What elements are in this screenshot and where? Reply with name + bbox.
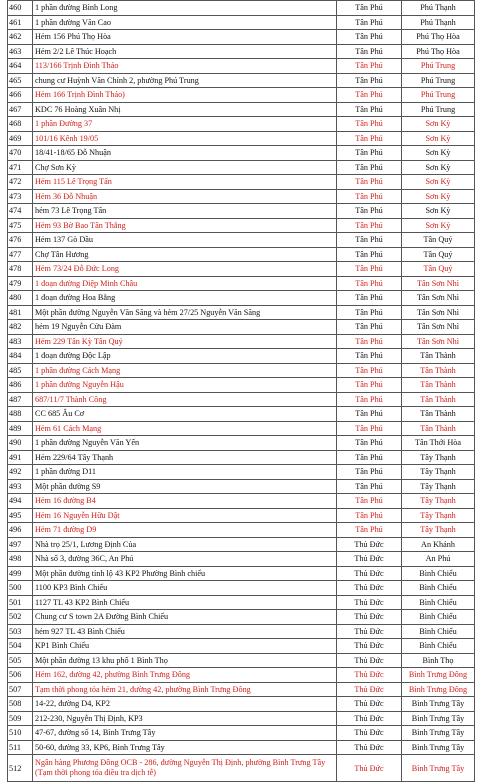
district-cell: Tân Phú: [337, 204, 402, 219]
row-number: 502: [8, 610, 33, 625]
ward-cell: Tân Thành: [402, 349, 475, 364]
address-cell: Hẻm 166 Trịnh Đình Thảo): [33, 88, 337, 103]
address-cell: Một phần đường 13 khu phố 1 Bình Thọ: [33, 653, 337, 668]
row-number: 495: [8, 508, 33, 523]
table-row: [8, 1, 475, 16]
district-cell: Thủ Đức: [337, 610, 402, 625]
district-cell: Tân Phú: [337, 421, 402, 436]
row-number: 489: [8, 421, 33, 436]
table-row: [8, 247, 475, 262]
ward-cell: Bình Thọ: [402, 653, 475, 668]
row-number: 506: [8, 668, 33, 683]
table-row: [8, 523, 475, 538]
district-cell: Thủ Đức: [337, 711, 402, 726]
row-number: 504: [8, 639, 33, 654]
row-number: 505: [8, 653, 33, 668]
row-number: 479: [8, 276, 33, 291]
district-cell: Tân Phú: [337, 465, 402, 480]
address-cell: KP1 Bình Chiểu: [33, 639, 337, 654]
ward-cell: Sơn Kỳ: [402, 117, 475, 132]
ward-cell: Tây Thạnh: [402, 450, 475, 465]
district-cell: Thủ Đức: [337, 755, 402, 782]
district-cell: Thủ Đức: [337, 552, 402, 567]
district-cell: Tân Phú: [337, 1, 402, 16]
row-number: 511: [8, 740, 33, 755]
table-row: [8, 668, 475, 683]
ward-cell: Bình Trưng Tây: [402, 755, 475, 782]
ward-cell: Tân Thành: [402, 363, 475, 378]
ward-cell: Sơn Kỳ: [402, 204, 475, 219]
ward-cell: Tây Thạnh: [402, 479, 475, 494]
ward-cell: Bình Trưng Tây: [402, 697, 475, 712]
table-row: [8, 711, 475, 726]
district-cell: Tân Phú: [337, 160, 402, 175]
district-cell: Tân Phú: [337, 30, 402, 45]
row-number: 471: [8, 160, 33, 175]
ward-cell: Tân Thành: [402, 421, 475, 436]
ward-cell: Phú Trung: [402, 73, 475, 88]
row-number: 498: [8, 552, 33, 567]
address-cell: Hẻm 16 Nguyễn Hữu Dật: [33, 508, 337, 523]
row-number: 484: [8, 349, 33, 364]
table-row: [8, 305, 475, 320]
table-row: [8, 697, 475, 712]
row-number: 476: [8, 233, 33, 248]
ward-cell: Sơn Kỳ: [402, 146, 475, 161]
table-row: [8, 465, 475, 480]
address-cell: Chợ Sơn Kỳ: [33, 160, 337, 175]
row-number: 493: [8, 479, 33, 494]
ward-cell: Bình Chiểu: [402, 595, 475, 610]
address-cell: Hẻm 71 đường D9: [33, 523, 337, 538]
row-number: 473: [8, 189, 33, 204]
ward-cell: Sơn Kỳ: [402, 218, 475, 233]
address-cell: 47-67, đường số 14, Bình Trưng Tây: [33, 726, 337, 741]
ward-cell: Sơn Kỳ: [402, 131, 475, 146]
address-cell: Hẻm 115 Lê Trọng Tấn: [33, 175, 337, 190]
row-number: 509: [8, 711, 33, 726]
address-cell: 1127 TL 43 KP2 Bình Chiểu: [33, 595, 337, 610]
row-number: 501: [8, 595, 33, 610]
address-cell: 1 đoạn đường Diệp Minh Châu: [33, 276, 337, 291]
table-row: [8, 378, 475, 393]
district-cell: Tân Phú: [337, 436, 402, 451]
table-row: [8, 436, 475, 451]
district-cell: Tân Phú: [337, 218, 402, 233]
address-cell: 1 phần đường Văn Cao: [33, 15, 337, 30]
table-row: [8, 421, 475, 436]
table-row: [8, 494, 475, 509]
ward-cell: Tân Sơn Nhì: [402, 305, 475, 320]
address-cell: 1100 KP3 Bình Chiểu: [33, 581, 337, 596]
address-cell: hẻm 927 TL 43 Bình Chiểu: [33, 624, 337, 639]
ward-cell: Bình Chiểu: [402, 624, 475, 639]
table-row: [8, 363, 475, 378]
district-cell: Thủ Đức: [337, 595, 402, 610]
ward-cell: Bình Trưng Tây: [402, 711, 475, 726]
district-cell: Tân Phú: [337, 508, 402, 523]
district-cell: Tân Phú: [337, 523, 402, 538]
address-cell: Chung cư S town 2A Đường Bình Chiểu: [33, 610, 337, 625]
address-cell: 113/166 Trịnh Đình Thảo: [33, 59, 337, 74]
district-cell: Tân Phú: [337, 233, 402, 248]
row-number: 510: [8, 726, 33, 741]
table-row: [8, 320, 475, 335]
ward-cell: Tây Thạnh: [402, 494, 475, 509]
ward-cell: Phú Thạnh: [402, 1, 475, 16]
row-number: 463: [8, 44, 33, 59]
ward-cell: Tân Quý: [402, 247, 475, 262]
district-cell: Thủ Đức: [337, 740, 402, 755]
address-cell: Hẻm 229/64 Tây Thạnh: [33, 450, 337, 465]
row-number: 474: [8, 204, 33, 219]
address-cell: 50-60, đường 33, KP6, Bình Trưng Tây: [33, 740, 337, 755]
address-cell: Hẻm 162, đường 42, phường Bình Trưng Đông: [33, 668, 337, 683]
district-cell: Tân Phú: [337, 276, 402, 291]
table-row: [8, 59, 475, 74]
row-number: 490: [8, 436, 33, 451]
table-row: [8, 15, 475, 30]
row-number: 478: [8, 262, 33, 277]
ward-cell: Sơn Kỳ: [402, 175, 475, 190]
ward-cell: Tân Sơn Nhì: [402, 291, 475, 306]
table-row: [8, 262, 475, 277]
table-row: [8, 88, 475, 103]
ward-cell: Bình Chiểu: [402, 581, 475, 596]
address-cell: Hẻm 36 Đỗ Nhuận: [33, 189, 337, 204]
row-number: 467: [8, 102, 33, 117]
ward-cell: Tây Thạnh: [402, 465, 475, 480]
address-cell: CC 685 Âu Cơ: [33, 407, 337, 422]
address-cell: hẻm 73 Lê Trọng Tấn: [33, 204, 337, 219]
row-number: 508: [8, 697, 33, 712]
address-cell: 18/41-18/65 Đỗ Nhuận: [33, 146, 337, 161]
row-number: 461: [8, 15, 33, 30]
district-cell: Tân Phú: [337, 407, 402, 422]
address-cell: Tạm thời phong tỏa hẻm 21, đường 42, phường Bình Trưng Đông: [33, 682, 337, 697]
row-number: 466: [8, 88, 33, 103]
row-number: 465: [8, 73, 33, 88]
row-number: 492: [8, 465, 33, 480]
address-cell: Hẻm 229 Tân Kỳ Tân Quý: [33, 334, 337, 349]
row-number: 487: [8, 392, 33, 407]
address-cell: 14-22, đường D4, KP2: [33, 697, 337, 712]
row-number: 507: [8, 682, 33, 697]
ward-cell: Bình Trưng Tây: [402, 740, 475, 755]
ward-cell: Phú Trung: [402, 88, 475, 103]
district-cell: Tân Phú: [337, 392, 402, 407]
address-cell: Nhà số 3, đường 36C, An Phú: [33, 552, 337, 567]
table-row: [8, 189, 475, 204]
ward-cell: Phú Trung: [402, 59, 475, 74]
row-number: 482: [8, 320, 33, 335]
ward-cell: An Phú: [402, 552, 475, 567]
table-row: [8, 450, 475, 465]
table-row: [8, 610, 475, 625]
district-cell: Thủ Đức: [337, 668, 402, 683]
district-cell: Tân Phú: [337, 131, 402, 146]
table-row: [8, 682, 475, 697]
district-cell: Tân Phú: [337, 146, 402, 161]
table-row: [8, 334, 475, 349]
table-row: [8, 233, 475, 248]
district-cell: Thủ Đức: [337, 682, 402, 697]
address-cell: Hẻm 137 Gò Dầu: [33, 233, 337, 248]
table-row: [8, 552, 475, 567]
table-row: [8, 392, 475, 407]
row-number: 460: [8, 1, 33, 16]
table-row: [8, 349, 475, 364]
table-row: [8, 117, 475, 132]
address-cell: 1 phần đường Bình Long: [33, 1, 337, 16]
table-row: [8, 581, 475, 596]
district-cell: Tân Phú: [337, 117, 402, 132]
row-number: 488: [8, 407, 33, 422]
district-cell: Tân Phú: [337, 247, 402, 262]
address-cell: Hẻm 93 Bờ Bao Tân Thắng: [33, 218, 337, 233]
row-number: 469: [8, 131, 33, 146]
district-cell: Tân Phú: [337, 262, 402, 277]
district-cell: Tân Phú: [337, 291, 402, 306]
address-cell: 1 phần đường Nguyễn Hậu: [33, 378, 337, 393]
lockdown-locations-table: [7, 0, 475, 782]
table-row: [8, 595, 475, 610]
table-row: [8, 537, 475, 552]
ward-cell: Tân Thành: [402, 392, 475, 407]
district-cell: Tân Phú: [337, 450, 402, 465]
table-row: [8, 146, 475, 161]
table-row: [8, 639, 475, 654]
district-cell: Tân Phú: [337, 189, 402, 204]
address-cell: 687/11/7 Thành Công: [33, 392, 337, 407]
table-body: [8, 1, 475, 782]
ward-cell: An Khánh: [402, 537, 475, 552]
table-row: [8, 726, 475, 741]
ward-cell: Tân Thới Hòa: [402, 436, 475, 451]
address-cell: Hẻm 156 Phú Thọ Hòa: [33, 30, 337, 45]
row-number: 485: [8, 363, 33, 378]
ward-cell: Tân Thành: [402, 378, 475, 393]
row-number: 470: [8, 146, 33, 161]
address-cell: 1 đoạn đường Hoa Bằng: [33, 291, 337, 306]
district-cell: Thủ Đức: [337, 639, 402, 654]
address-cell: 1 phần đường D11: [33, 465, 337, 480]
district-cell: Tân Phú: [337, 349, 402, 364]
address-cell: Hẻm 2/2 Lê Thúc Hoạch: [33, 44, 337, 59]
address-cell: Một phần đường tỉnh lộ 43 KP2 Phường Bình chiểu: [33, 566, 337, 581]
address-cell: 212-230, Nguyễn Thị Định, KP3: [33, 711, 337, 726]
district-cell: Tân Phú: [337, 494, 402, 509]
ward-cell: Bình Chiểu: [402, 639, 475, 654]
table-row: [8, 44, 475, 59]
table-row: [8, 566, 475, 581]
row-number: 464: [8, 59, 33, 74]
district-cell: Tân Phú: [337, 363, 402, 378]
address-cell: KDC 76 Hoàng Xuân Nhị: [33, 102, 337, 117]
row-number: 477: [8, 247, 33, 262]
address-cell: Một phần đường S9: [33, 479, 337, 494]
ward-cell: Tân Sơn Nhì: [402, 276, 475, 291]
table-row: [8, 740, 475, 755]
table-row: [8, 653, 475, 668]
row-number: 499: [8, 566, 33, 581]
district-cell: Tân Phú: [337, 73, 402, 88]
address-cell: hẻm 19 Nguyễn Cửu Đàm: [33, 320, 337, 335]
district-cell: Thủ Đức: [337, 581, 402, 596]
table-row: [8, 479, 475, 494]
ward-cell: Bình Trưng Đông: [402, 682, 475, 697]
table-row: [8, 73, 475, 88]
ward-cell: Sơn Kỳ: [402, 160, 475, 175]
ward-cell: Tây Thạnh: [402, 508, 475, 523]
row-number: 475: [8, 218, 33, 233]
district-cell: Tân Phú: [337, 59, 402, 74]
row-number: 468: [8, 117, 33, 132]
row-number: 462: [8, 30, 33, 45]
ward-cell: Bình Trưng Tây: [402, 726, 475, 741]
row-number: 496: [8, 523, 33, 538]
row-number: 497: [8, 537, 33, 552]
table-row: [8, 291, 475, 306]
address-cell: 1 đoạn đường Độc Lập: [33, 349, 337, 364]
row-number: 491: [8, 450, 33, 465]
address-cell: Một phần đường Nguyễn Văn Săng và hẻm 27/25 Nguyễn Văn Săng: [33, 305, 337, 320]
address-cell: 1 phần đường Nguyễn Văn Yến: [33, 436, 337, 451]
address-cell: 1 phần đường Cách Mạng: [33, 363, 337, 378]
address-cell: Ngân hàng Phương Đông OCB - 286, đường Nguyễn Thị Định, phường Bình Trưng Tây (Tạm thời phong tỏa điều tra dịch tễ): [33, 755, 337, 782]
district-cell: Tân Phú: [337, 479, 402, 494]
table-row: [8, 624, 475, 639]
ward-cell: Bình Chiểu: [402, 610, 475, 625]
district-cell: Tân Phú: [337, 102, 402, 117]
table-row: [8, 30, 475, 45]
table-row: [8, 276, 475, 291]
table-row: [8, 508, 475, 523]
address-cell: Hẻm 16 đường B4: [33, 494, 337, 509]
ward-cell: Sơn Kỳ: [402, 189, 475, 204]
district-cell: Tân Phú: [337, 15, 402, 30]
district-cell: Thủ Đức: [337, 697, 402, 712]
district-cell: Thủ Đức: [337, 653, 402, 668]
ward-cell: Tân Quý: [402, 262, 475, 277]
ward-cell: Bình Trưng Đông: [402, 668, 475, 683]
table-row: [8, 204, 475, 219]
district-cell: Tân Phú: [337, 305, 402, 320]
table-row: [8, 175, 475, 190]
ward-cell: Tân Sơn Nhì: [402, 320, 475, 335]
row-number: 503: [8, 624, 33, 639]
table-row: [8, 218, 475, 233]
district-cell: Thủ Đức: [337, 624, 402, 639]
district-cell: Thủ Đức: [337, 566, 402, 581]
table-row: [8, 131, 475, 146]
table-row: [8, 755, 475, 782]
district-cell: Tân Phú: [337, 378, 402, 393]
ward-cell: Phú Thọ Hòa: [402, 44, 475, 59]
row-number: 512: [8, 755, 33, 782]
address-cell: chung cư Huỳnh Văn Chính 2, phường Phú Trung: [33, 73, 337, 88]
row-number: 494: [8, 494, 33, 509]
address-cell: Chợ Tân Hương: [33, 247, 337, 262]
district-cell: Thủ Đức: [337, 537, 402, 552]
district-cell: Tân Phú: [337, 334, 402, 349]
ward-cell: Phú Thọ Hòa: [402, 30, 475, 45]
row-number: 481: [8, 305, 33, 320]
district-cell: Tân Phú: [337, 320, 402, 335]
row-number: 500: [8, 581, 33, 596]
row-number: 483: [8, 334, 33, 349]
row-number: 486: [8, 378, 33, 393]
address-cell: Hẻm 61 Cách Mạng: [33, 421, 337, 436]
district-cell: Tân Phú: [337, 44, 402, 59]
table-row: [8, 102, 475, 117]
row-number: 472: [8, 175, 33, 190]
table-row: [8, 160, 475, 175]
ward-cell: Tân Quý: [402, 233, 475, 248]
ward-cell: Tân Sơn Nhì: [402, 334, 475, 349]
district-cell: Tân Phú: [337, 88, 402, 103]
ward-cell: Tân Thành: [402, 407, 475, 422]
ward-cell: Phú Thạnh: [402, 15, 475, 30]
district-cell: Thủ Đức: [337, 726, 402, 741]
address-cell: Hẻm 73/24 Đỗ Đức Long: [33, 262, 337, 277]
table-row: [8, 407, 475, 422]
address-cell: 101/16 Kênh 19/05: [33, 131, 337, 146]
ward-cell: Tây Thạnh: [402, 523, 475, 538]
address-cell: 1 phần Đường 37: [33, 117, 337, 132]
row-number: 480: [8, 291, 33, 306]
ward-cell: Bình Chiểu: [402, 566, 475, 581]
address-cell: Nhà trọ 25/1, Lương Định Của: [33, 537, 337, 552]
ward-cell: Phú Trung: [402, 102, 475, 117]
district-cell: Tân Phú: [337, 175, 402, 190]
